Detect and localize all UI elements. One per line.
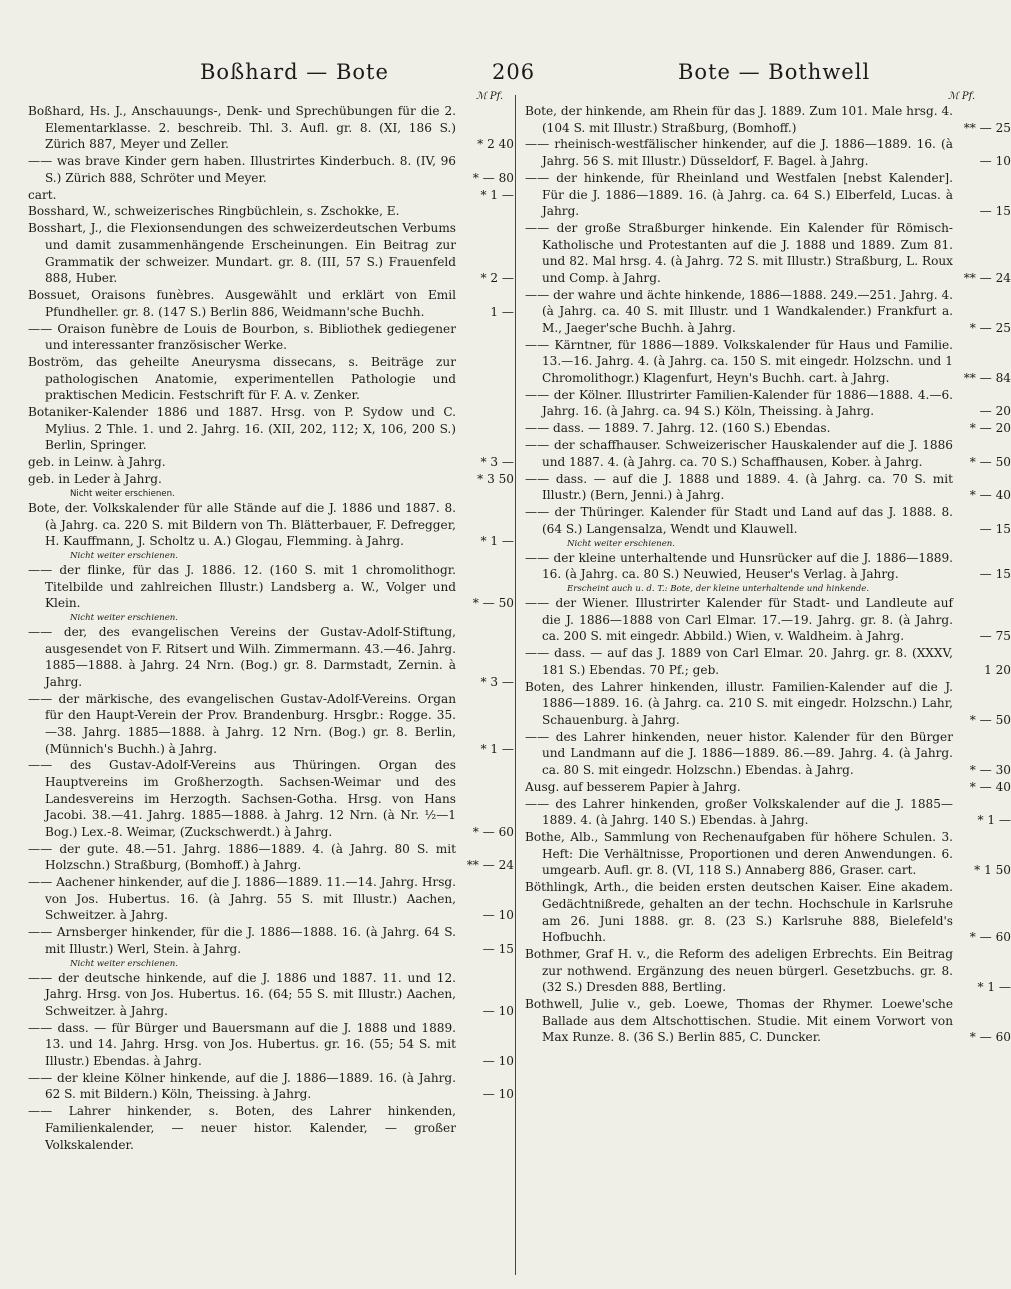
entry-text: Boten, des Lahrer hinkenden, illustr. Familien-Kalender auf die J. 1886—1889. 16. (à Jahrg. ca. 210 S. mit eingedr. Holzschn.) Lahr, Schauenburg. à Jahrg. bbox=[525, 679, 953, 727]
entry-text: —— der kleine Kölner hinkende, auf die J. 1886—1889. 16. (à Jahrg. 62 S. mit Bildern.) Köln, Theissing. à Jahrg. bbox=[28, 1070, 456, 1102]
entry-price: — 75 bbox=[979, 629, 1011, 644]
entry-price: — 15 bbox=[482, 941, 514, 956]
catalog-entry bbox=[525, 779, 1011, 796]
entry-price: * 3 — bbox=[480, 455, 514, 470]
entry-price: * 1 50 bbox=[974, 863, 1011, 878]
entry-price: * 1 — bbox=[480, 741, 514, 756]
catalog-entry bbox=[28, 471, 514, 488]
entry-text: Boström, das geheilte Aneurysma dissecans, s. Beiträge zur pathologischen Anatomie, experimentellen Pathologie und praktischen Medicin. Festschrift für F. A. v. Zenker. bbox=[28, 354, 456, 403]
catalog-entry bbox=[525, 796, 1011, 829]
catalog-entry bbox=[525, 946, 1011, 996]
entry-text: Bote, der. Volkskalender für alle Stände auf die J. 1886 und 1887. 8. (à Jahrg. ca. 220 S. mit Bildern von Th. Blätterbauer, F. Defregger, H. Kauffmann, J. Scholtz u. A.) Glogau, Flemming. à Jahrg. bbox=[28, 500, 456, 549]
entry-price: * — 30 bbox=[969, 763, 1011, 778]
entry-text: —— der wahre und ächte hinkende, 1886—1888. 249.—251. Jahrg. 4. (à Jahrg. ca. 40 S. mit Illustr. und 1 Wandkalender.) Frankfurt a. M., Jaeger'sche Buchh. à Jahrg. bbox=[525, 287, 953, 335]
entry-text: —— was brave Kinder gern haben. Illustrirtes Kinderbuch. 8. (IV, 96 S.) Zürich 888, Schröter und Meyer. bbox=[28, 154, 456, 185]
entry-note: Nicht weiter erschienen. bbox=[567, 538, 676, 549]
entry-price: * — 40 bbox=[969, 779, 1011, 794]
catalog-entry bbox=[525, 729, 1011, 779]
entry-text: geb. in Leinw. à Jahrg. bbox=[28, 455, 166, 470]
entry-price: — 20 bbox=[979, 404, 1011, 419]
entry-text: —— des Gustav-Adolf-Vereins aus Thüringen. Organ des Hauptvereins im Großherzogth. Sachsen-Weimar und des Landesvereins im Herzogth. Sachsen-Gotha. Hrsg. von Hans Jacobi. 38.—41. Jahrg. 1885—1888. à Jahrg. 12 Nrn. (à Nr. ½—1 Bog.) Lex.-8. Weimar, (Zuckschwerdt.) à Jahrg. bbox=[28, 758, 456, 839]
entry-price: * — 80 bbox=[472, 170, 514, 185]
entry-text: cart. bbox=[28, 187, 57, 202]
catalog-entry bbox=[28, 874, 514, 924]
catalog-entry bbox=[525, 420, 1011, 437]
entry-price: * — 50 bbox=[969, 454, 1011, 469]
entry-text: Bosshart, J., die Flexionsendungen des schweizerdeutschen Verbums und damit zusammenhängende Erscheinungen. Ein Beitrag zur Grammatik der schweizer. Mundart. gr. 8. (III, 57 S.) Frauenfeld 888, Huber. bbox=[28, 221, 456, 286]
catalog-entry bbox=[28, 203, 514, 220]
catalog-entry bbox=[28, 1070, 514, 1103]
entry-note: Erscheint auch u. d. T.: Bote, der kleine unterhaltende und hinkende. bbox=[567, 584, 870, 595]
entry-price: * — 60 bbox=[969, 930, 1011, 945]
entry-price: — 10 bbox=[482, 908, 514, 923]
entry-price: * 1 — bbox=[977, 813, 1011, 828]
entry-text: —— der deutsche hinkende, auf die J. 1886 und 1887. 11. und 12. Jahrg. Hrsg. von Jos. Hubertus. 16. (64; 55 S. mit Illustr.) Aachen, Schweitzer. à Jahrg. bbox=[28, 970, 456, 1018]
entry-text: Ausg. auf besserem Papier à Jahrg. bbox=[525, 779, 741, 794]
entry-price: ** — 24 bbox=[963, 270, 1011, 285]
catalog-entry bbox=[28, 841, 514, 874]
entry-price: * — 40 bbox=[969, 488, 1011, 503]
catalog-entry bbox=[525, 879, 1011, 945]
catalog-entry bbox=[28, 354, 514, 404]
catalog-entry bbox=[525, 387, 1011, 420]
catalog-entry bbox=[525, 595, 1011, 645]
entry-text: —— Lahrer hinkender, s. Boten, des Lahrer hinkenden, Familienkalender, — neuer histor. Kalender, — großer Volkskalender. bbox=[28, 1104, 456, 1152]
entry-text: —— Arnsberger hinkender, für die J. 1886—1888. 16. (à Jahrg. 64 S. mit Illustr.) Werl, Stein. à Jahrg. bbox=[28, 925, 456, 956]
catalog-entry bbox=[28, 970, 514, 1020]
entry-text: Bothe, Alb., Sammlung von Rechenaufgaben für höhere Schulen. 3. Heft: Die Verhältnisse, Proportionen und deren Anwendungen. 6. umgearb. Aufl. gr. 8. (VI, 118 S.) Annaberg 886, Graser. cart. bbox=[525, 830, 953, 878]
catalog-entry bbox=[525, 679, 1011, 729]
entry-note: Nicht weiter erschienen. bbox=[70, 551, 179, 561]
catalog-entry bbox=[28, 454, 514, 471]
entry-text: —— der schaffhauser. Schweizerischer Hauskalender auf die J. 1886 und 1887. 4. (à Jahrg. ca. 70 S.) Schaffhausen, Kober. à Jahrg. bbox=[525, 438, 953, 469]
catalog-entry bbox=[28, 153, 514, 186]
catalog-entry bbox=[28, 691, 514, 757]
entry-price: 1 20 bbox=[984, 662, 1011, 677]
entry-text: —— des Lahrer hinkenden, neuer histor. Kalender für den Bürger und Landmann auf die J. 1886—1889. 86.—89. Jahrg. 4. (à Jahrg. ca. 80 S. mit eingedr. Holzschn.) Ebendas. à Jahrg. bbox=[525, 729, 953, 778]
entry-text: Botaniker-Kalender 1886 und 1887. Hrsg. von P. Sydow und C. Mylius. 2 Thle. 1. und 2. Jahrg. 16. (XII, 202, 112; X, 106, 200 S.) Berlin, Springer. bbox=[28, 405, 456, 453]
catalog-entry bbox=[28, 287, 514, 320]
price-unit-left: ℳ Pf. bbox=[476, 91, 504, 102]
entry-text: —— des Lahrer hinkenden, großer Volkskalender auf die J. 1885—1889. 4. (à Jahrg. 140 S.) Ebendas. à Jahrg. bbox=[525, 796, 953, 828]
entry-text: —— der gute. 48.—51. Jahrg. 1886—1889. 4. (à Jahrg. 80 S. mit Holzschn.) Straßburg, (Bomhoff.) à Jahrg. bbox=[28, 841, 456, 873]
page-number: 206 bbox=[492, 60, 536, 84]
entry-price: * — 60 bbox=[969, 1030, 1011, 1045]
entry-text: Bothmer, Graf H. v., die Reform des adeligen Erbrechts. Ein Beitrag zur nothwend. Ergänzung des neuen bürgerl. Gesetzbuchs. gr. 8. (32 S.) Dresden 888, Bertling. bbox=[525, 947, 953, 995]
entry-price: * 1 — bbox=[977, 980, 1011, 995]
entry-text: —— der flinke, für das J. 1886. 12. (160 S. mit 1 chromolithogr. Titelbilde und zahlreichen Illustr.) Landsberg a. W., Volger und Klein. bbox=[28, 563, 456, 611]
entry-price: * — 50 bbox=[969, 712, 1011, 727]
entry-text: —— der Thüringer. Kalender für Stadt und Land auf das J. 1888. 8. (64 S.) Langensalza, Wendt und Klauwell. bbox=[525, 505, 953, 536]
entry-price: * — 60 bbox=[472, 824, 514, 839]
catalog-entry bbox=[525, 103, 1011, 136]
catalog-entry bbox=[28, 1103, 514, 1153]
entry-price: — 10 bbox=[482, 1087, 514, 1102]
catalog-entry bbox=[28, 562, 514, 612]
entry-text: Bothwell, Julie v., geb. Loewe, Thomas der Rhymer. Loewe'sche Ballade aus dem Altschottischen. Studie. Mit einem Vorwort von Max Runze. 8. (36 S.) Berlin 885, C. Duncker. bbox=[525, 997, 953, 1045]
running-head-right: Bote — Bothwell bbox=[678, 60, 871, 84]
catalog-entry bbox=[28, 624, 514, 690]
entry-price: 1 — bbox=[490, 304, 514, 319]
catalog-entry bbox=[525, 550, 1011, 583]
catalog-entry bbox=[28, 220, 514, 286]
catalog-entry bbox=[525, 220, 1011, 286]
entry-text: geb. in Leder à Jahrg. bbox=[28, 472, 162, 487]
entry-price: * 3 — bbox=[480, 674, 514, 689]
catalog-entry bbox=[525, 136, 1011, 169]
entry-text: —— der kleine unterhaltende und Hunsrücker auf die J. 1886—1889. 16. (à Jahrg. ca. 80 S.) Neuwied, Heuser's Verlag. à Jahrg. bbox=[525, 550, 953, 582]
entry-text: —— der märkische, des evangelischen Gustav-Adolf-Vereins. Organ für den Haupt-Verein der Prov. Brandenburg. Hrsgbr.: Rogge. 35.—38. Jahrg. 1885—1888. à Jahrg. 12 Nrn. (Bog.) gr. 8. Berlin, (Münnich's Buchh.) à Jahrg. bbox=[28, 691, 456, 756]
entry-note: Nicht weiter erschienen. bbox=[70, 613, 179, 624]
entry-price: — 10 bbox=[482, 1054, 514, 1068]
entry-text: —— der hinkende, für Rheinland und Westfalen [nebst Kalender]. Für die J. 1886—1889. 16. (à Jahrg. ca. 64 S.) Elberfeld, Lucas. à Jahrg. bbox=[525, 170, 953, 219]
catalog-entry bbox=[525, 471, 1011, 504]
catalog-entry bbox=[525, 287, 1011, 337]
entry-note: Nicht weiter erschienen. bbox=[70, 958, 179, 969]
price-unit-right: ℳ Pf. bbox=[948, 91, 976, 102]
entry-text: —— Kärntner, für 1886—1889. Volkskalender für Haus und Familie. 13.—16. Jahrg. 4. (à Jahrg. ca. 150 S. mit eingedr. Holzschn. und 1 Chromolithogr.) Klagenfurt, Heyn's Buchh. cart. à Jahrg. bbox=[525, 337, 953, 385]
entry-text: —— der Wiener. Illustrirter Kalender für Stadt- und Landleute auf die J. 1886—1888 von Carl Elmar. 17.—19. Jahrg. gr. 8. (à Jahrg. ca. 200 S. mit eingedr. Abbild.) Wien, v. Waldheim. à Jahrg. bbox=[525, 596, 953, 644]
catalog-entry bbox=[525, 645, 1011, 678]
catalog-entry bbox=[28, 924, 514, 957]
entry-text: —— der große Straßburger hinkende. Ein Kalender für Römisch-Katholische und Protestanten auf die J. 1888 und 1889. Zum 81. und 82. Mal hrsg. 4. (à Jahrg. 72 S. mit Illustr.) Straßburg, L. Roux und Comp. à Jahrg. bbox=[525, 221, 953, 285]
entry-price: * — 50 bbox=[472, 596, 514, 611]
catalog-entry bbox=[28, 103, 514, 153]
catalog-entry bbox=[28, 1020, 514, 1070]
entry-price: * 2 — bbox=[480, 271, 514, 286]
entry-text: Bosshard, W., schweizerisches Ringbüchlein, s. Zschokke, E. bbox=[28, 204, 400, 219]
catalog-entry bbox=[28, 187, 514, 204]
entry-price: * 1 — bbox=[480, 187, 514, 202]
catalog-entry bbox=[525, 437, 1011, 470]
entry-price: * 2 40 bbox=[477, 137, 514, 152]
catalog-entry bbox=[525, 504, 1011, 537]
entry-price: — 10 bbox=[482, 1003, 514, 1018]
entry-price: — 10 bbox=[979, 154, 1011, 169]
catalog-entry bbox=[28, 757, 514, 840]
entry-price: — 15 bbox=[979, 204, 1011, 219]
entry-text: —— dass. — auf die J. 1888 und 1889. 4. (à Jahrg. ca. 70 S. mit Illustr.) (Bern, Jenni.) à Jahrg. bbox=[525, 471, 953, 503]
entry-text: —— dass. — auf das J. 1889 von Carl Elmar. 20. Jahrg. gr. 8. (XXXV, 181 S.) Ebendas. 70 Pf.; geb. bbox=[525, 646, 953, 677]
entry-text: —— dass. — für Bürger und Bauersmann auf die J. 1888 und 1889. 13. und 14. Jahrg. Hrsg. von Jos. Hubertus. gr. 16. (55; 54 S. mit Illustr.) Ebendas. à Jahrg. bbox=[28, 1020, 456, 1068]
catalog-entry bbox=[525, 170, 1011, 220]
catalog-entry bbox=[525, 996, 1011, 1046]
catalog-entry bbox=[28, 321, 514, 354]
entry-text: —— rheinisch-westfälischer hinkender, auf die J. 1886—1889. 16. (à Jahrg. 56 S. mit Illustr.) Düsseldorf, F. Bagel. à Jahrg. bbox=[525, 137, 953, 169]
running-head-left: Boßhard — Bote bbox=[200, 60, 389, 84]
entry-text: —— Aachener hinkender, auf die J. 1886—1889. 11.—14. Jahrg. Hrsg. von Jos. Hubertus. 16. (à Jahrg. 55 S. mit Illustr.) Aachen, Schweitzer. à Jahrg. bbox=[28, 875, 456, 923]
entry-price: — 15 bbox=[979, 521, 1011, 536]
entry-text: —— Oraison funèbre de Louis de Bourbon, s. Bibliothek gediegener und interessanter französischer Werke. bbox=[28, 321, 456, 353]
left-column bbox=[28, 103, 514, 1273]
entry-price: * 3 50 bbox=[477, 472, 514, 487]
entry-text: —— der Kölner. Illustrirter Familien-Kalender für 1886—1888. 4.—6. Jahrg. 16. (à Jahrg. ca. 94 S.) Köln, Theissing. à Jahrg. bbox=[525, 387, 953, 419]
catalog-entry bbox=[525, 829, 1011, 879]
catalog-entry bbox=[525, 337, 1011, 387]
right-column bbox=[525, 103, 1011, 1273]
entry-price: — 15 bbox=[979, 567, 1011, 582]
catalog-entry bbox=[28, 404, 514, 454]
entry-note: Nicht weiter erschienen. bbox=[70, 488, 175, 499]
entry-text: —— dass. — 1889. 7. Jahrg. 12. (160 S.) Ebendas. bbox=[525, 421, 831, 436]
entry-price: * 1 — bbox=[480, 534, 514, 549]
entry-price: ** — 24 bbox=[466, 858, 514, 873]
entry-price: ** — 84 bbox=[963, 370, 1011, 385]
entry-price: ** — 25 bbox=[963, 120, 1011, 135]
column-divider bbox=[515, 95, 516, 1275]
entry-text: Böthlingk, Arth., die beiden ersten deutschen Kaiser. Eine akadem. Gedächtnißrede, gehalten an der techn. Hochschule in Karlsruhe am 26. Juni 1888. gr. 8. (23 S.) Karlsruhe 888, Bielefeld's Hofbuchh. bbox=[525, 880, 953, 945]
entry-price: * — 20 bbox=[969, 421, 1011, 436]
entry-price: * — 25 bbox=[969, 320, 1011, 335]
entry-text: Bossuet, Oraisons funèbres. Ausgewählt und erklärt von Emil Pfundheller. gr. 8. (147 S.) Berlin 886, Weidmann'sche Buchh. bbox=[28, 288, 456, 319]
catalog-entry bbox=[28, 500, 514, 550]
entry-text: Bote, der hinkende, am Rhein für das J. 1889. Zum 101. Male hrsg. 4. (104 S. mit Illustr.) Straßburg, (Bomhoff.) bbox=[525, 104, 953, 135]
entry-text: Boßhard, Hs. J., Anschauungs-, Denk- und Sprechübungen für die 2. Elementarklasse. 2. beschreib. Thl. 3. Aufl. gr. 8. (XI, 186 S.) Zürich 887, Meyer und Zeller. bbox=[28, 104, 456, 152]
entry-text: —— der, des evangelischen Vereins der Gustav-Adolf-Stiftung, ausgesendet von F. Ritsert und Wilh. Zimmermann. 43.—46. Jahrg. 1885—1888. à Jahrg. 24 Nrn. (Bog.) gr. 8. Darmstadt, Zernin. à Jahrg. bbox=[28, 625, 456, 689]
